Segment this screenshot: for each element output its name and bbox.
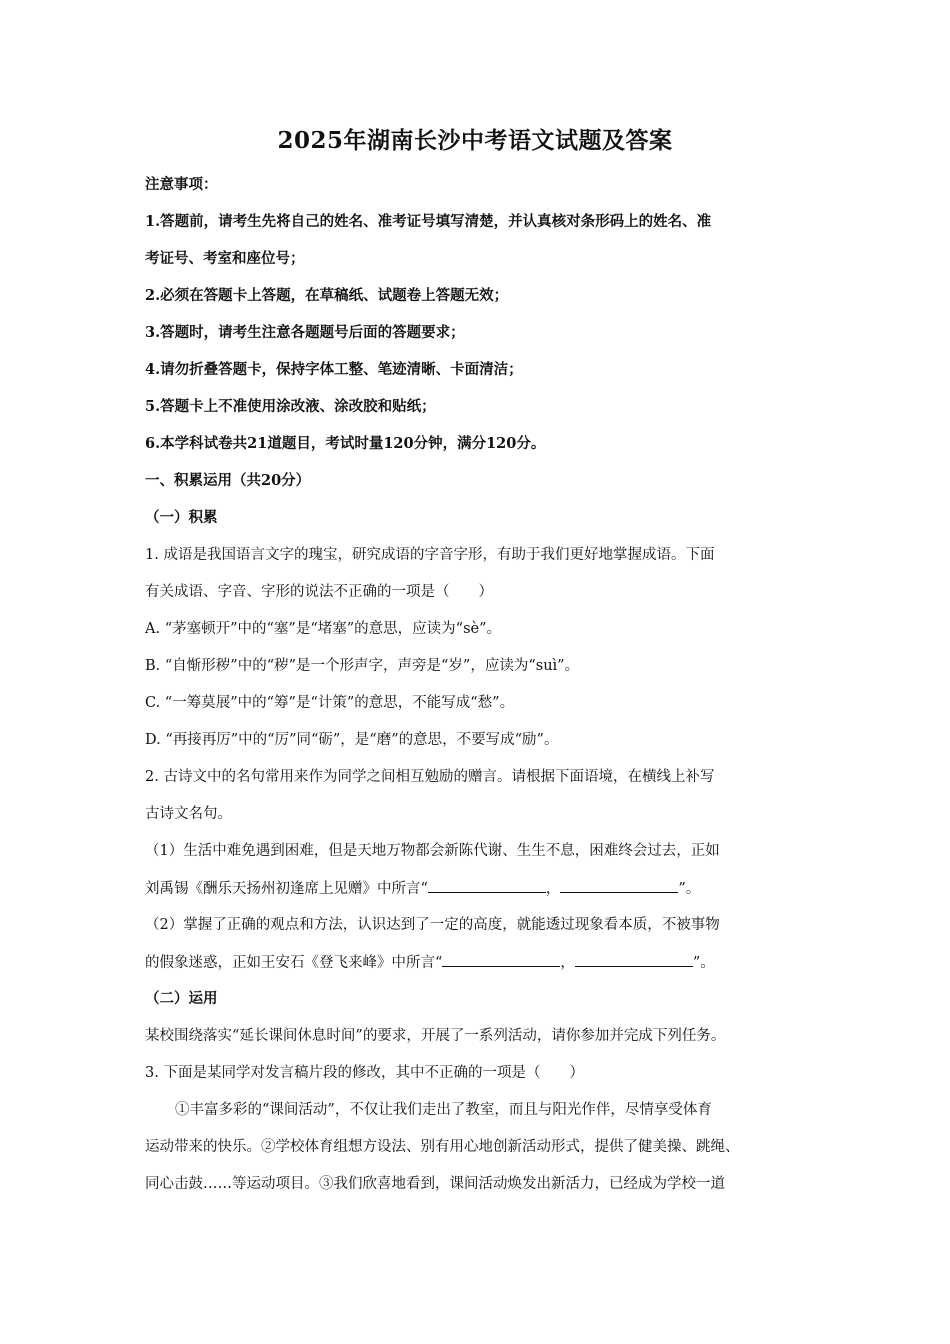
question-1-stem-cont: 有关成语、字音、字形的说法不正确的一项是（ ） [145, 584, 493, 600]
section-heading: 一、积累运用（共20分） [145, 472, 311, 489]
answer-prompt: 的假象迷惑，正如王安石《登飞来峰》中所言“ [145, 955, 443, 971]
notice-item: 考证号、考室和座位号； [145, 250, 305, 267]
notice-item: 4.请勿折叠答题卡，保持字体工整、笔迹清晰、卡面清洁； [145, 361, 523, 378]
notice-heading: 注意事项： [145, 176, 218, 193]
subsection-heading: （一）积累 [145, 509, 218, 526]
answer-blank[interactable] [560, 878, 678, 893]
passage-line: 同心击鼓……等运动项目。③我们欣喜地看到，课间活动焕发出新活力，已经成为学校一道 [145, 1176, 725, 1192]
option-b: B. “自惭形秽”中的“秽”是一个形声字，声旁是“岁”，应读为“suì”。 [145, 658, 580, 674]
comma: ， [545, 881, 561, 897]
question-3-stem: 3. 下面是某同学对发言稿片段的修改，其中不正确的一项是（ ） [145, 1065, 584, 1081]
notice-item: 5.答题卡上不准使用涂改液、涂改胶和贴纸； [145, 398, 436, 415]
notice-item: 1.答题前，请考生先将自己的姓名、准考证号填写清楚，并认真核对条形码上的姓名、准 [145, 213, 712, 230]
notice-item: 2.必须在答题卡上答题，在草稿纸、试题卷上答题无效； [145, 287, 509, 304]
question-2-part-1: （1）生活中难免遇到困难，但是天地万物都会新陈代谢、生生不息，困难终会过去，正如 [145, 843, 720, 859]
activity-intro: 某校围绕落实“延长课间休息时间”的要求，开展了一系列活动，请你参加并完成下列任务。 [145, 1028, 726, 1044]
question-2-stem-cont: 古诗文名句。 [145, 806, 232, 822]
option-a: A. “茅塞顿开”中的“塞”是“堵塞”的意思，应读为“sè”。 [145, 621, 502, 637]
question-2-part-1-answer-line [145, 878, 815, 899]
question-2-stem: 2. 古诗文中的名句常用来作为同学之间相互勉励的赠言。请根据下面语境，在横线上补写 [145, 769, 715, 785]
answer-prompt: 刘禹锡《酬乐天扬州初逢席上见赠》中所言“ [145, 881, 428, 897]
notice-item: 3.答题时，请考生注意各题题号后面的答题要求； [145, 324, 465, 341]
answer-blank[interactable] [575, 952, 693, 967]
question-2-part-2: （2）掌握了正确的观点和方法，认识达到了一定的高度，就能透过现象看本质，不被事物 [145, 917, 720, 933]
passage-line: 运动带来的快乐。②学校体育组想方设法、别有用心地创新活动形式，提供了健美操、跳绳、 [145, 1139, 740, 1155]
answer-blank[interactable] [442, 952, 560, 967]
option-d: D. “再接再厉”中的“厉”同“砺”，是“磨”的意思，不要写成“励”。 [145, 732, 559, 748]
subsection-heading: （二）运用 [145, 990, 218, 1007]
answer-blank[interactable] [428, 878, 546, 893]
passage-line: ①丰富多彩的“课间活动”，不仅让我们走出了教室，而且与阳光作伴，尽情享受体育 [175, 1102, 712, 1118]
closing-quote: ”。 [692, 955, 715, 971]
notice-item: 6.本学科试卷共21道题目，考试时量120分钟，满分120分。 [145, 435, 546, 452]
page-title: 2025年湖南长沙中考语文试题及答案 [277, 127, 673, 154]
comma: ， [560, 955, 575, 971]
closing-quote: ”。 [678, 881, 701, 897]
option-c: C. “一筹莫展”中的“筹”是“计策”的意思，不能写成“愁”。 [145, 695, 515, 711]
question-1-stem: 1. 成语是我国语言文字的瑰宝，研究成语的字音字形，有助于我们更好地掌握成语。下面 [145, 547, 715, 563]
question-2-part-2-answer-line [145, 952, 815, 973]
